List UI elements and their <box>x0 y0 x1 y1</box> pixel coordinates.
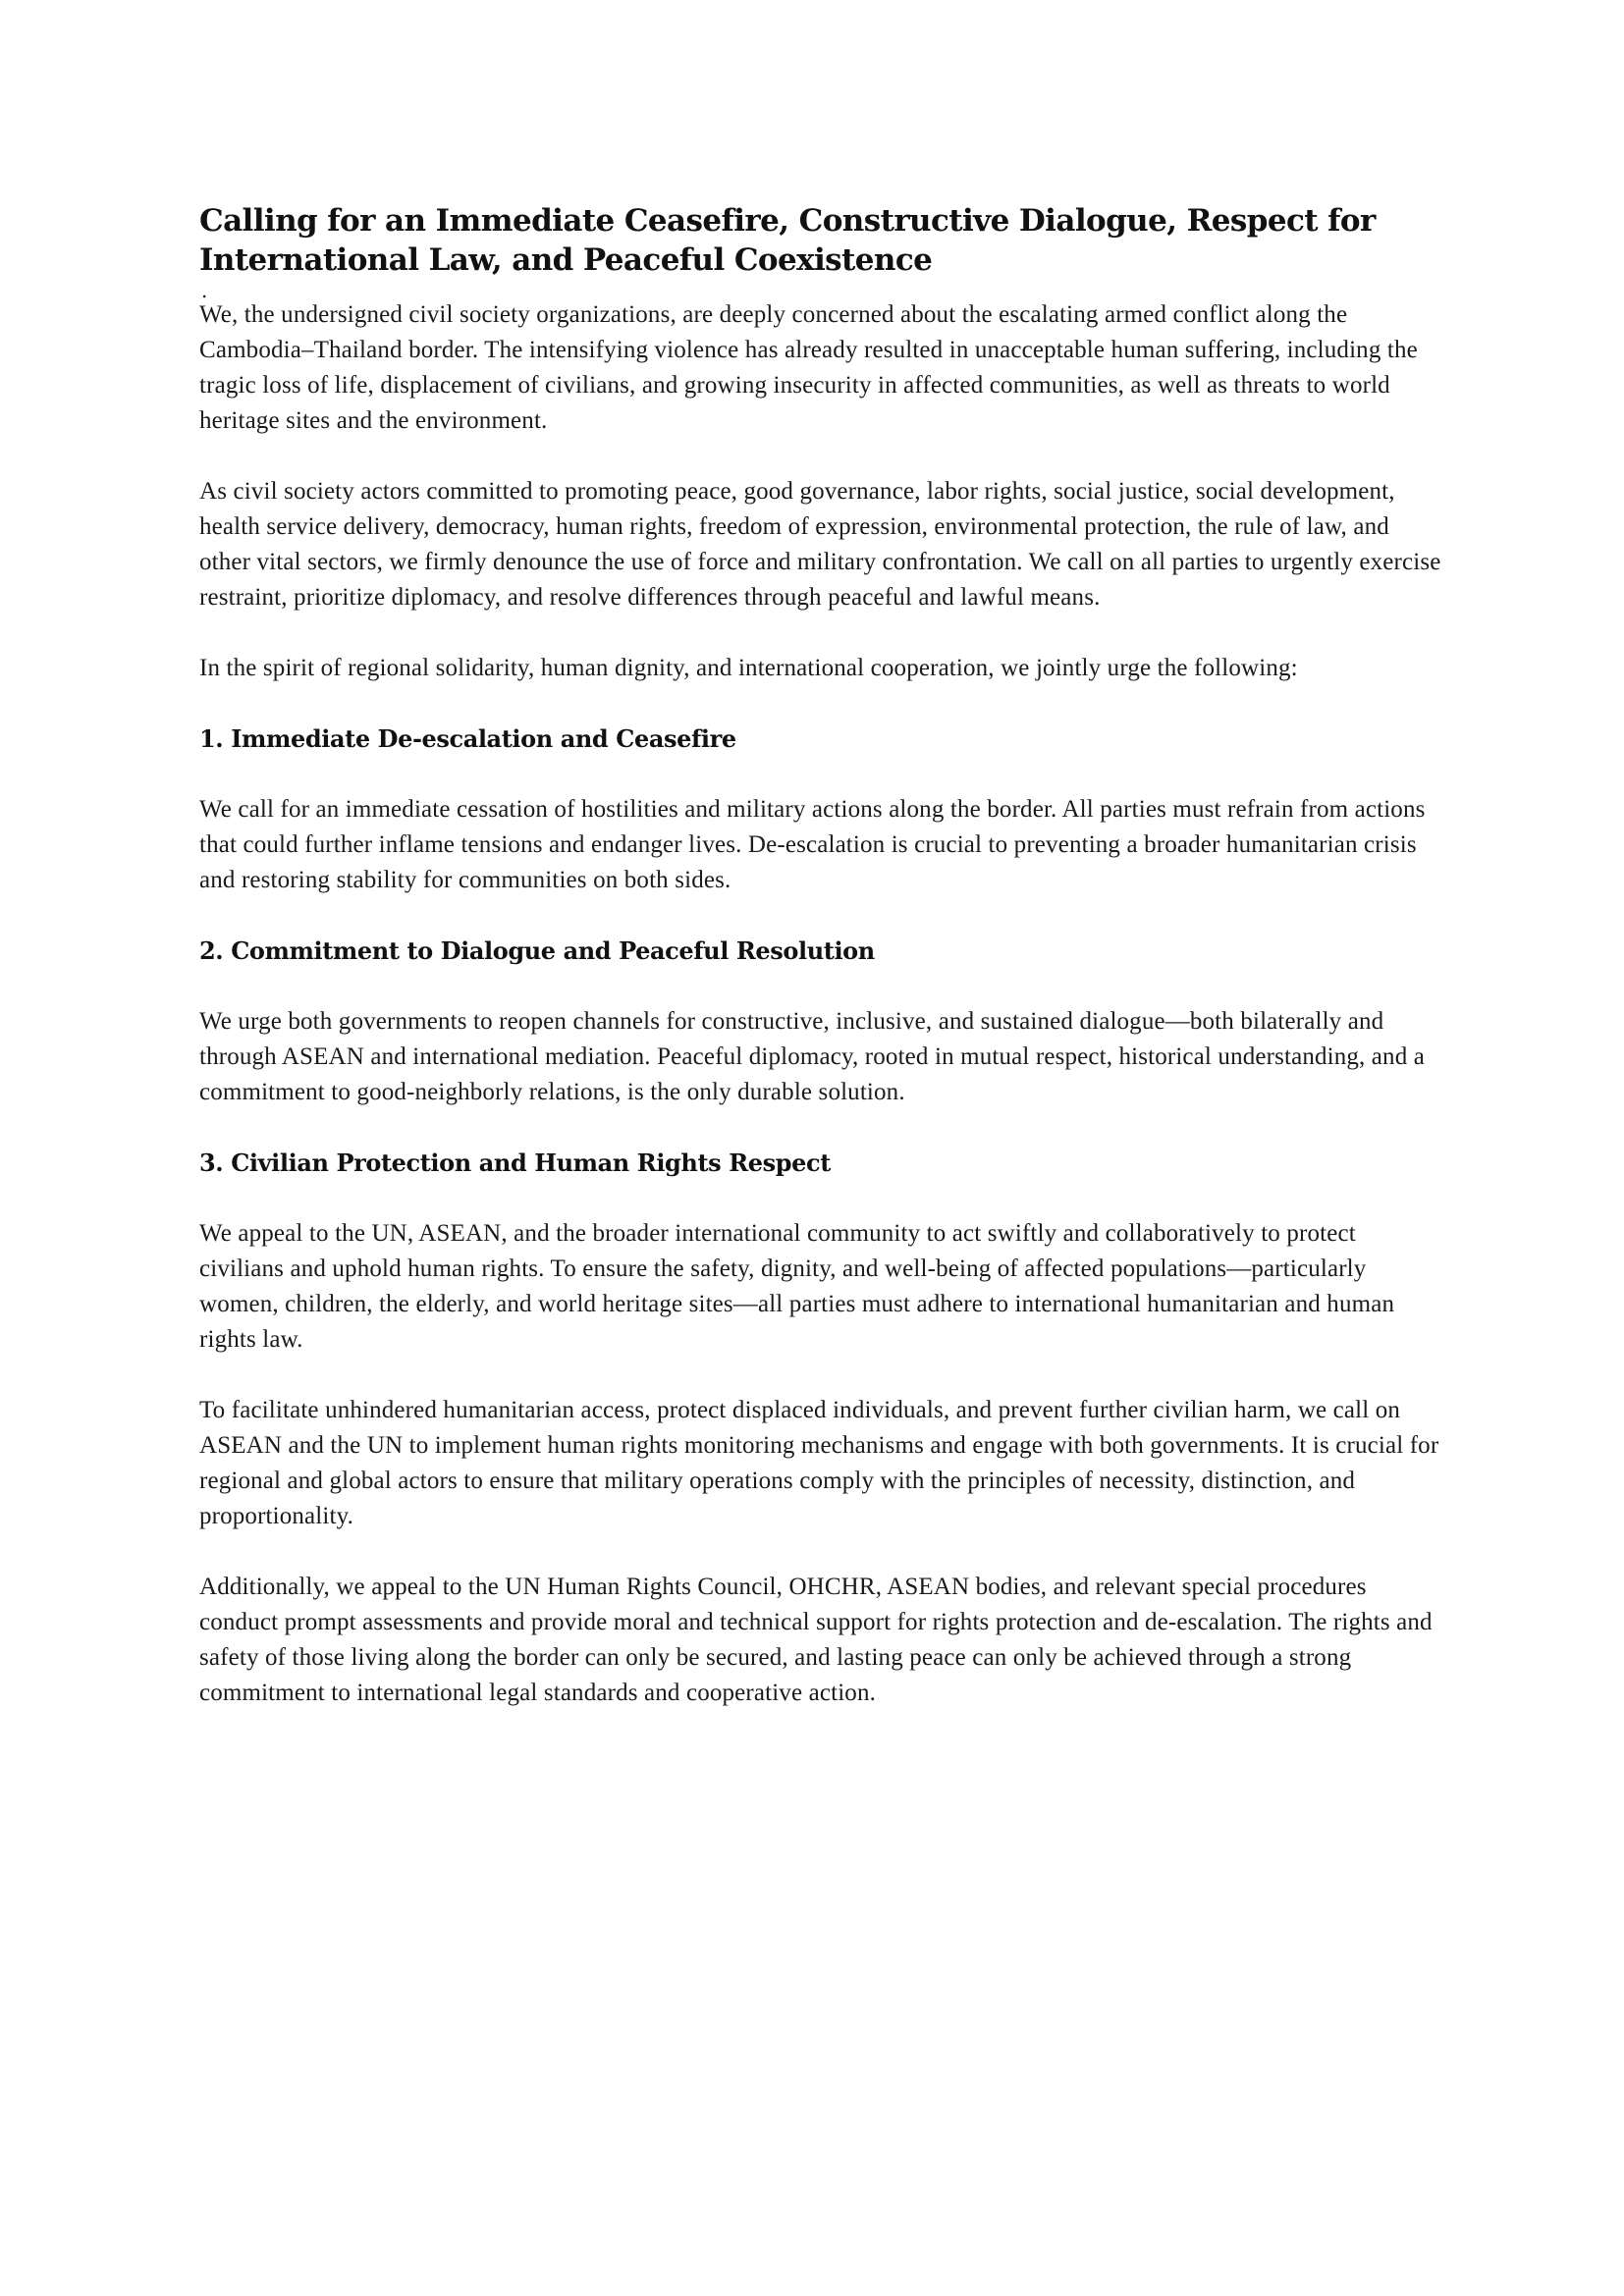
document-body <box>199 201 1446 1711</box>
section-3-paragraph-2: To facilitate unhindered humanitarian access, protect displaced individuals, and prevent further civilian harm, we call on ASEAN and the UN to implement human rights monitoring mechanisms and engage with both governments. It is crucial for regional and global actors to ensure that military operations comply with the principles of necessity, distinction, and proportionality. <box>199 1397 1439 1529</box>
intro-paragraph-1: We, the undersigned civil society organizations, are deeply concerned about the escalating armed conflict along the Cambodia–Thailand border. The intensifying violence has already resulted in unacceptable human suffering, including the tragic loss of life, displacement of civilians, and growing insecurity in affected communities, as well as threats to world heritage sites and the environment. <box>199 301 1418 434</box>
section-heading-3: 3. Civilian Protection and Human Rights Respect <box>199 1148 831 1177</box>
section-3-paragraph-3: Additionally, we appeal to the UN Human Rights Council, OHCHR, ASEAN bodies, and relevant special procedures conduct prompt assessments and provide moral and technical support for rights protection and de-escalation. The rights and safety of those living along the border can only be secured, and lasting peace can only be achieved through a strong commitment to international legal standards and cooperative action. <box>199 1574 1433 1706</box>
document-title: Calling for an Immediate Ceasefire, Constructive Dialogue, Respect for International Law, and Peaceful Coexistence <box>199 203 1376 278</box>
intro-paragraph-2: As civil society actors committed to promoting peace, good governance, labor rights, social justice, social development, health service delivery, democracy, human rights, freedom of expression, environmental protection, the rule of law, and other vital sectors, we firmly denounce the use of force and military confrontation. We call on all parties to urgently exercise restraint, prioritize diplomacy, and resolve differences through peaceful and lawful means. <box>199 478 1441 611</box>
section-heading-1: 1. Immediate De-escalation and Ceasefire <box>199 724 736 753</box>
section-2-paragraph-1: We urge both governments to reopen channels for constructive, inclusive, and sustained dialogue—both bilaterally and through ASEAN and international mediation. Peaceful diplomacy, rooted in mutual respect, historical understanding, and a commitment to good-neighborly relations, is the only durable solution. <box>199 1008 1426 1105</box>
section-heading-2: 2. Commitment to Dialogue and Peaceful Resolution <box>199 936 875 965</box>
intro-paragraph-3: In the spirit of regional solidarity, human dignity, and international cooperation, we jointly urge the following: <box>199 655 1298 681</box>
section-3-paragraph-1: We appeal to the UN, ASEAN, and the broader international community to act swiftly and collaboratively to protect civilians and uphold human rights. To ensure the safety, dignity, and well-being of affected populations—particularly women, children, the elderly, and world heritage sites—all parties must adhere to international humanitarian and human rights law. <box>199 1220 1395 1353</box>
section-1-paragraph-1: We call for an immediate cessation of hostilities and military actions along the border. All parties must refrain from actions that could further inflame tensions and endanger lives. De-escalation is crucial to preventing a broader humanitarian crisis and restoring stability for communities on both sides. <box>199 796 1426 893</box>
stray-mark: . <box>201 279 208 302</box>
